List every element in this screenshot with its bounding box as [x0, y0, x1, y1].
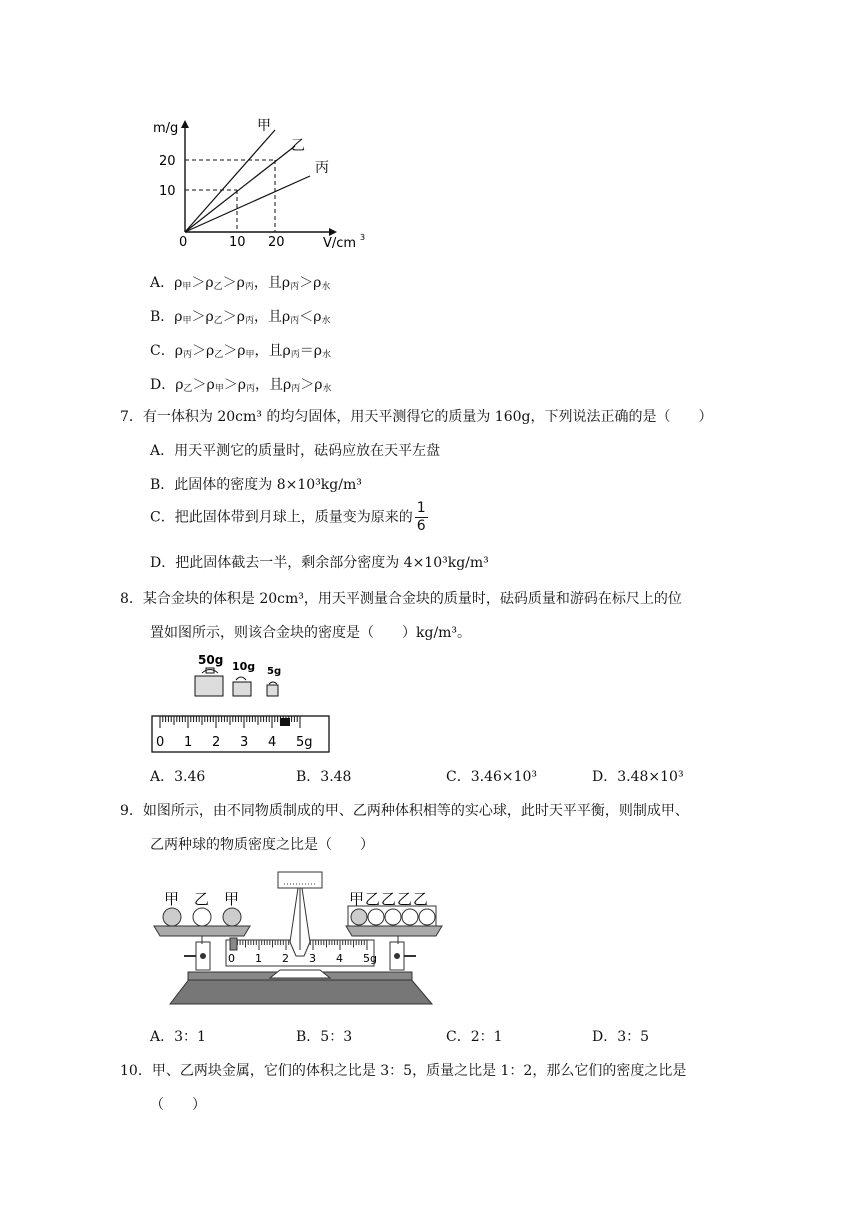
x-tick-10: 10 — [229, 235, 246, 250]
q8-option-a[interactable]: A．3.46 — [150, 769, 206, 785]
q6-option-c[interactable]: C．$\rho_丙>\rho_乙>\rho_甲$，且$\rho_丙=\rho_水$ — [150, 343, 331, 360]
scale-tick-label: 2 — [282, 952, 289, 965]
left-label-yi: 乙 — [194, 890, 210, 908]
fraction-one-sixth: $\frac{1}{6}$ — [416, 500, 426, 534]
scale-tick-label: 5g — [296, 735, 313, 750]
x-axis-sup: 3 — [360, 233, 366, 242]
q7-option-a[interactable]: A．用天平测它的质量时，砝码应放在天平左盘 — [150, 443, 441, 459]
weight-10g-icon — [233, 682, 251, 696]
line-label-yi: 乙 — [291, 138, 305, 154]
weight-50g-icon — [195, 676, 223, 696]
q7-stem: 7．有一体积为 20cm³ 的均匀固体，用天平测得它的质量为 160g，下列说法正确的是（ ） — [120, 409, 713, 425]
scale-tick-label: 4 — [336, 952, 343, 965]
ball-yi — [402, 909, 418, 925]
line-bing — [185, 176, 310, 232]
y-axis-label: m/g — [153, 121, 179, 136]
q6-option-b[interactable]: B．$\rho_甲>\rho_乙>\rho_丙$，且$\rho_丙<\rho_水$ — [150, 309, 331, 326]
left-label-jia: 甲 — [164, 890, 180, 908]
q6-option-a[interactable]: A．$\rho_甲>\rho_乙>\rho_丙$，且$\rho_丙>\rho_水$ — [150, 275, 331, 292]
q10-stem-line2: （ ） — [150, 1097, 206, 1113]
scale-tick-label: 0 — [228, 952, 235, 965]
q7-option-c[interactable]: C．把此固体带到月球上，质量变为原来的 $\frac{1}{6}$ — [150, 500, 426, 534]
q8-option-b[interactable]: B．3.48 — [296, 769, 352, 785]
scale-tick-label: 4 — [268, 735, 277, 750]
ball-yi — [368, 909, 384, 925]
q9-stem-line1: 9．如图所示，由不同物质制成的甲、乙两种体积相等的实心球，此时天平平衡，则制成甲、 — [120, 803, 689, 819]
q7-option-b[interactable]: B．此固体的密度为 8×10³kg/m³ — [150, 477, 362, 493]
weight-label-10g: 10g — [232, 660, 256, 673]
right-pan — [346, 926, 442, 936]
q9-option-b[interactable]: B．5：3 — [296, 1029, 353, 1045]
left-label-jia: 甲 — [224, 890, 240, 908]
scale-tick-label: 3 — [240, 735, 249, 750]
q9-option-a[interactable]: A．3：1 — [150, 1029, 206, 1045]
line-yi — [185, 146, 295, 232]
ball-jia — [351, 909, 367, 925]
x-tick-20: 20 — [268, 235, 285, 250]
balance-figure — [150, 866, 450, 1010]
line-label-bing: 丙 — [315, 160, 329, 176]
scale-tick-label: 1 — [184, 735, 193, 750]
q7-option-d[interactable]: D．把此固体截去一半，剩余部分密度为 4×10³kg/m³ — [150, 555, 489, 571]
line-label-jia: 甲 — [257, 118, 271, 134]
weight-label-50g: 50g — [198, 653, 224, 667]
right-pan-labels: 甲乙乙乙乙 — [349, 890, 430, 908]
q6-option-d[interactable]: D．$\rho_乙>\rho_甲>\rho_丙$，且$\rho_丙>\rho_水$ — [150, 377, 332, 394]
balance-rider — [230, 938, 237, 950]
q8-option-c[interactable]: C．3.46×10³ — [446, 769, 538, 785]
q9-stem-line2: 乙两种球的物质密度之比是（ ） — [150, 837, 374, 853]
x-axis-label: V/cm — [323, 236, 357, 251]
mass-volume-graph — [145, 112, 375, 252]
y-tick-20: 20 — [159, 154, 176, 169]
ball-yi — [419, 909, 435, 925]
left-pan — [154, 926, 250, 936]
origin-label: 0 — [179, 235, 188, 250]
scale-tick-label: 3 — [309, 952, 316, 965]
ball-jia — [163, 908, 181, 926]
weight-label-5g: 5g — [267, 666, 282, 677]
y-tick-10: 10 — [159, 184, 176, 199]
q8-stem-line2: 置如图所示，则该合金块的密度是（ ）kg/m³。 — [150, 625, 472, 641]
weights-and-scale-figure — [150, 648, 335, 756]
scale-tick-label: 2 — [212, 735, 221, 750]
scale-tick-label: 1 — [255, 952, 262, 965]
q10-stem-line1: 10．甲、乙两块金属，它们的体积之比是 3：5，质量之比是 1：2，那么它们的密度之比是 — [120, 1063, 687, 1079]
q8-option-d[interactable]: D．3.48×10³ — [592, 769, 684, 785]
weight-5g-icon — [267, 685, 278, 696]
rider-icon — [280, 718, 290, 726]
scale-tick-label: 0 — [156, 735, 165, 750]
ball-yi — [385, 909, 401, 925]
ball-jia — [223, 908, 241, 926]
balance-dial — [278, 872, 322, 888]
q9-option-c[interactable]: C．2：1 — [446, 1029, 503, 1045]
line-jia — [185, 130, 275, 232]
balance-base — [170, 978, 432, 1004]
scale-tick-label: 5g — [363, 952, 377, 965]
ball-yi — [193, 908, 211, 926]
q9-option-d[interactable]: D．3：5 — [592, 1029, 650, 1045]
q8-stem-line1: 8．某合金块的体积是 20cm³，用天平测量合金块的质量时，砝码质量和游码在标尺上的位 — [120, 591, 682, 607]
